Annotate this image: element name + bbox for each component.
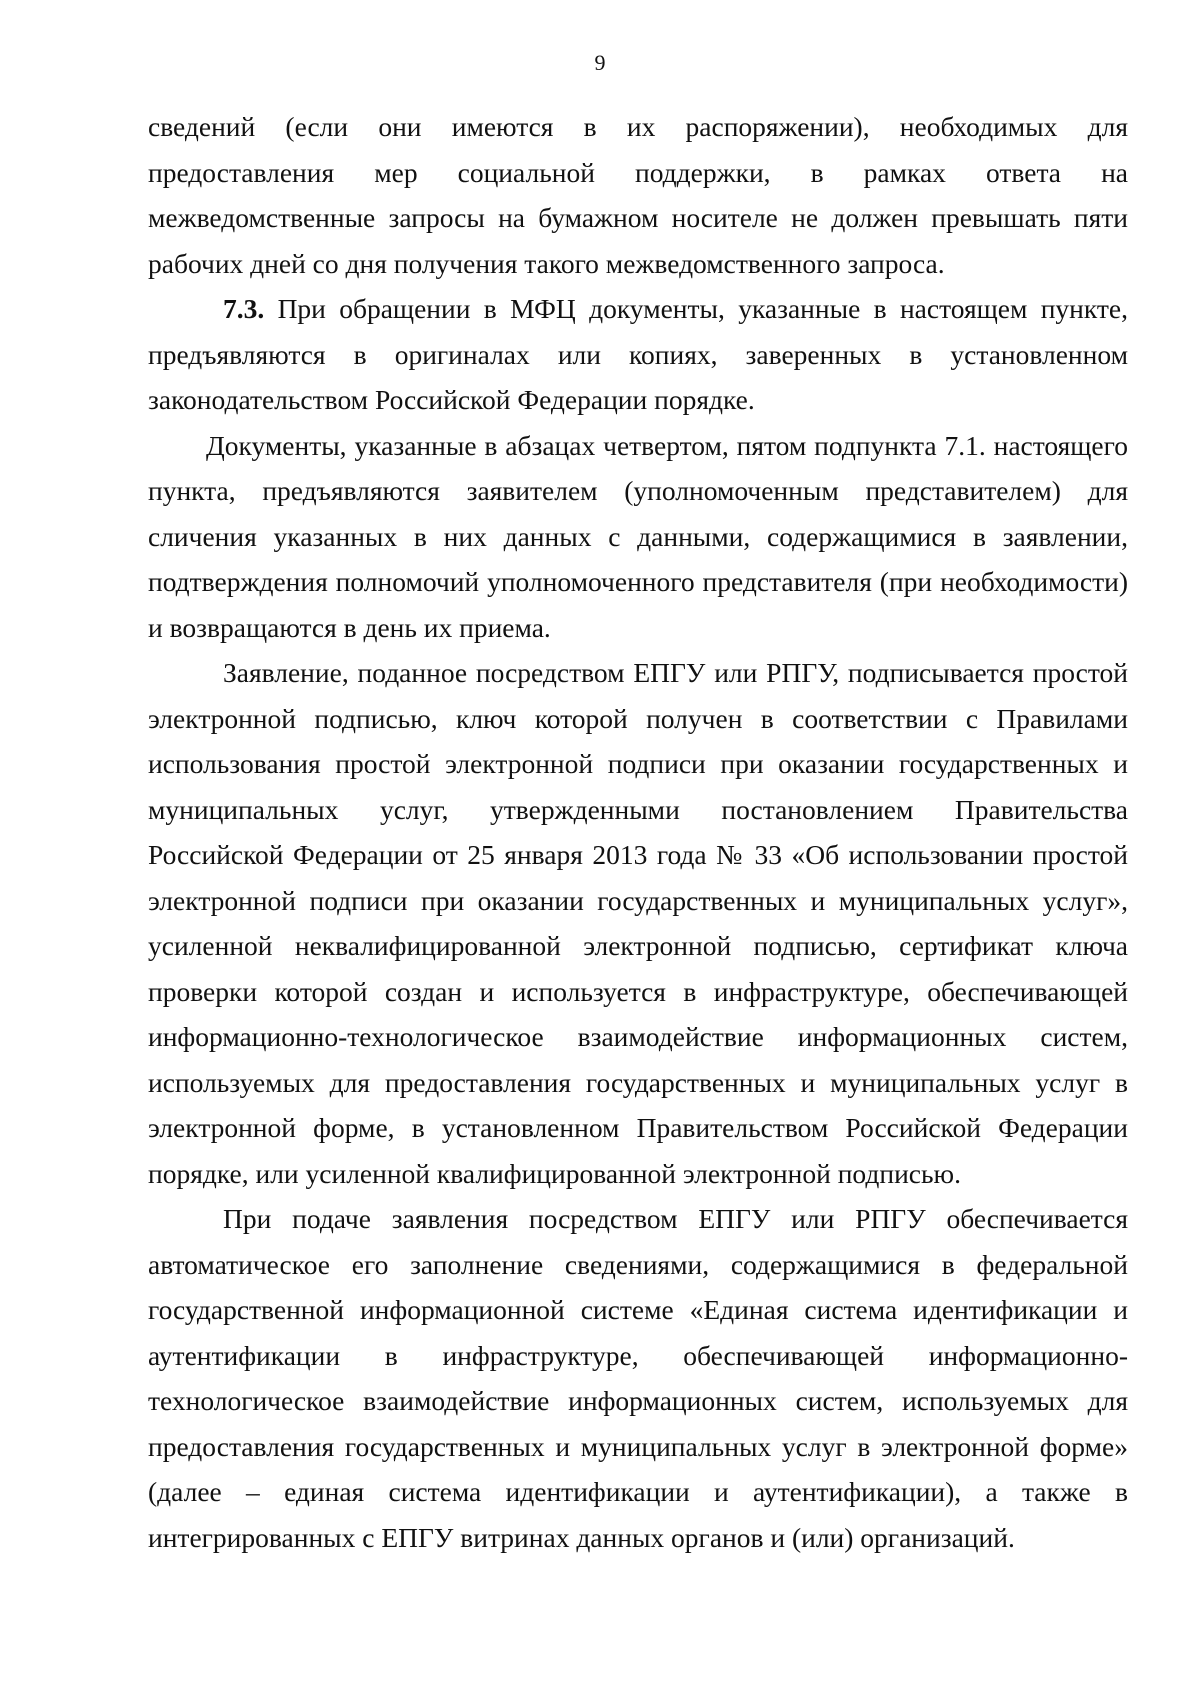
document-body bbox=[148, 104, 1128, 1560]
paragraph-text: При обращении в МФЦ документы, указанные в настоящем пункте, предъявляются в оригиналах или копиях, заверенных в установленном законодательством Российской Федерации порядке. bbox=[148, 293, 1128, 415]
point-number: 7.3. bbox=[223, 293, 265, 324]
paragraph-auto-fill: При подаче заявления посредством ЕПГУ или РПГУ обеспечивается автоматическое его заполнение сведениями, содержащимися в федеральной государственной информационной системе «Единая система идентификации и аутентификации в инфраструктуре, обеспечивающей информационно-технологическое взаимодействие информационных систем, используемых для предоставления государственных и муниципальных услуг в электронной форме» (далее – единая система идентификации и аутентификации), а также в интегрированных с ЕПГУ витринах данных органов и (или) организаций. bbox=[148, 1203, 1128, 1553]
paragraph-documents: Документы, указанные в абзацах четвертом, пятом подпункта 7.1. настоящего пункта, предъявляются заявителем (уполномоченным представителем) для сличения указанных в них данных с данными, содержащимися в заявлении, подтверждения полномочий уполномоченного представителя (при необходимости) и возвращаются в день их приема. bbox=[148, 429, 1128, 643]
paragraph-point-7-3 bbox=[148, 286, 1128, 423]
paragraph-application-signature: Заявление, поданное посредством ЕПГУ или РПГУ, подписывается простой электронной подписью, ключ которой получен в соответствии с Правилами использования простой электронной подписи при оказании государственных и муниципальных услуг, утвержденными постановлением Правительства Российской Федерации от 25 января 2013 года № 33 «Об использовании простой электронной подписи при оказании государственных и муниципальных услуг», усиленной неквалифицированной электронной подписью, сертификат ключа проверки которой создан и используется в инфраструктуре, обеспечивающей информационно-технологическое взаимодействие информационных систем, используемых для предоставления государственных и муниципальных услуг в электронной форме, в установленном Правительством Российской Федерации порядке, или усиленной квалифицированной электронной подписью. bbox=[148, 657, 1128, 1189]
paragraph-continuation: сведений (если они имеются в их распоряжении), необходимых для предоставления мер социальной поддержки, в рамках ответа на межведомственные запросы на бумажном носителе не должен превышать пяти рабочих дней со дня получения такого межведомственного запроса. bbox=[148, 111, 1128, 279]
page-number: 9 bbox=[594, 50, 606, 75]
